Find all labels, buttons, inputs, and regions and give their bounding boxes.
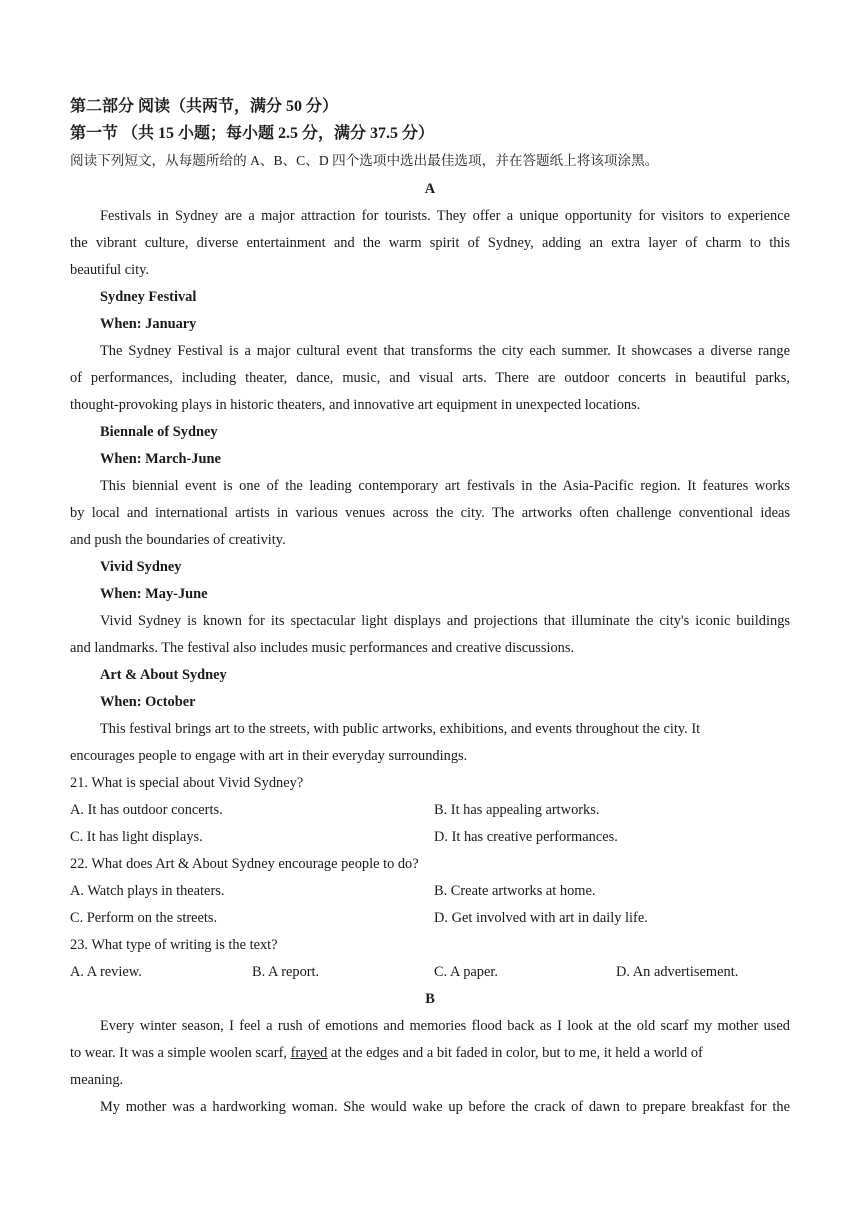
passage-a-intro-line: Festivals in Sydney are a major attraction for tourists. They offer a unique opportunity for visitors to experience [100,208,790,224]
passage-b-text-segment: at the edges and a bit faded in color, but to me, it held a world of [327,1045,703,1061]
festival-text-line: encourages people to engage with art in their everyday surroundings. [70,748,468,764]
festival-when: When: May-June [100,586,208,602]
instructions: 阅读下列短文，从每题所给的 A、B、C、D 四个选项中选出最佳选项，并在答题纸上将该项涂黑。 [70,153,659,168]
passage-b-text-line: Every winter season, I feel a rush of emotions and memories flood back as I look at the old scarf my mother used [100,1018,790,1034]
option-b: B. It has appealing artworks. [434,802,600,818]
festival-name: Art & About Sydney [100,667,227,683]
option-a: A. Watch plays in theaters. [70,883,225,899]
underlined-word: frayed [290,1045,328,1061]
passage-b-label: B [425,991,435,1007]
option-a: A. A review. [70,964,142,980]
passage-a-intro-line: beautiful city. [70,262,149,278]
passage-a-label: A [424,181,436,197]
option-b: B. A report. [252,964,320,980]
festival-text-line: This festival brings art to the streets, with public artworks, exhibitions, and events throughout the city. It [100,721,701,737]
part-title: 第二部分 阅读（共两节，满分 50 分） [70,98,339,115]
festival-when: When: October [100,694,196,710]
passage-b-text-segment: to wear. It was a simple woolen scarf, [70,1045,291,1061]
festival-text-line: This biennial event is one of the leading contemporary art festivals in the Asia-Pacific region. It features works [100,478,790,494]
option-c: C. Perform on the streets. [70,910,218,926]
option-b: B. Create artworks at home. [434,883,596,899]
festival-text-line: and push the boundaries of creativity. [70,532,286,548]
option-c: C. It has light displays. [70,829,203,845]
section-title: 第一节 （共 15 小题；每小题 2.5 分，满分 37.5 分） [70,125,435,142]
passage-b-text-line: meaning. [70,1072,124,1088]
festival-when: When: March-June [100,451,221,467]
option-d: D. An advertisement. [616,964,739,980]
passage-b-text-line [70,1044,703,1062]
festival-name: Sydney Festival [100,289,197,305]
passage-b-text-line: My mother was a hardworking woman. She would wake up before the crack of dawn to prepare breakfast for the [100,1099,790,1115]
festival-name: Vivid Sydney [100,559,182,575]
question-stem: 23. What type of writing is the text? [70,937,278,953]
festival-text-line: The Sydney Festival is a major cultural event that transforms the city each summer. It showcases a diverse range [100,343,790,359]
question-stem: 22. What does Art & About Sydney encourage people to do? [70,856,419,872]
festival-text-line: of performances, including theater, dance, music, and visual arts. There are outdoor concerts in beautiful parks, [70,370,790,386]
festival-name: Biennale of Sydney [100,424,218,440]
festival-when: When: January [100,316,197,332]
option-c: C. A paper. [434,964,498,980]
passage-a-intro-line: the vibrant culture, diverse entertainment and the warm spirit of Sydney, adding an extra layer of charm to this [70,235,790,251]
festival-text-line: thought-provoking plays in historic theaters, and innovative art equipment in unexpected locations. [70,397,641,413]
festival-text-line: by local and international artists in various venues across the city. The artworks often challenge conventional ideas [70,505,790,521]
festival-text-line: Vivid Sydney is known for its spectacular light displays and projections that illuminate the city's iconic buildings [100,613,790,629]
festival-text-line: and landmarks. The festival also includes music performances and creative discussions. [70,640,575,656]
option-a: A. It has outdoor concerts. [70,802,223,818]
question-stem: 21. What is special about Vivid Sydney? [70,775,304,791]
option-d: D. It has creative performances. [434,829,618,845]
option-d: D. Get involved with art in daily life. [434,910,648,926]
